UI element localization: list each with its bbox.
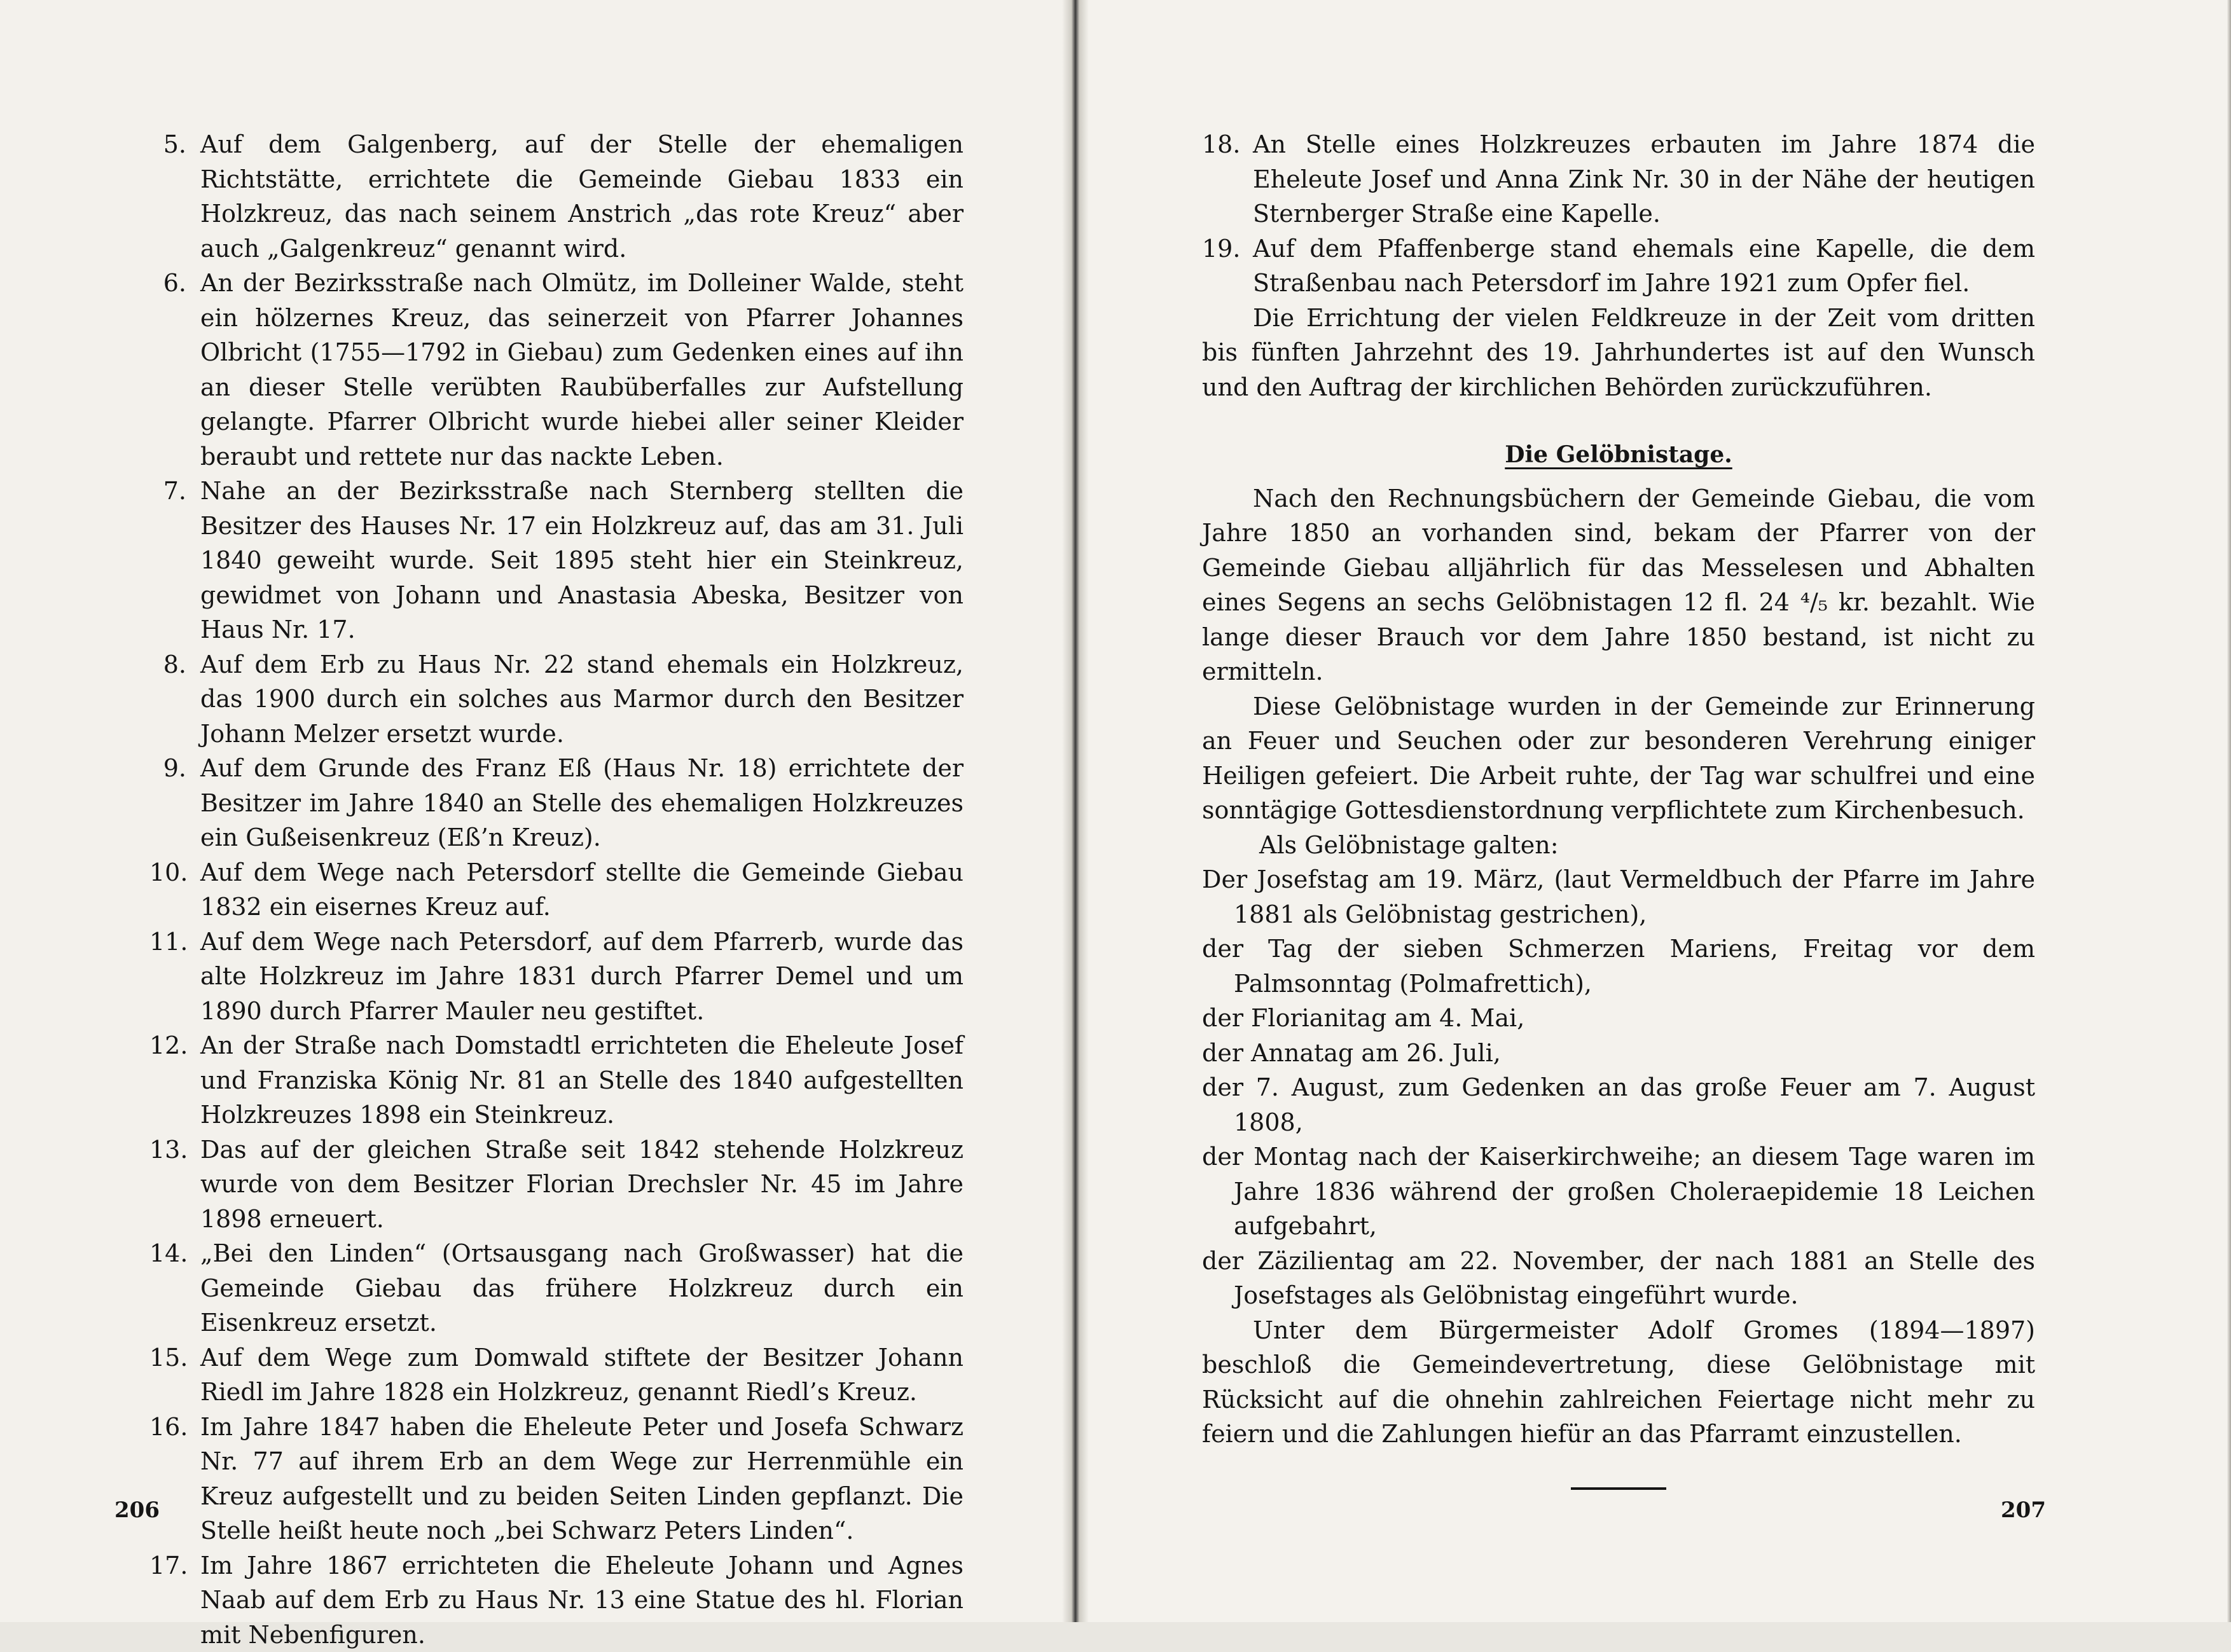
right-page-text	[1202, 127, 2035, 1490]
item-number: 7.	[149, 474, 200, 647]
list-item	[149, 474, 964, 647]
list-item	[1202, 231, 2035, 301]
day-entry: der Tag der sieben Schmerzen Mariens, Freitag vor dem Palmsonntag (Polmafrettich),	[1202, 932, 2035, 1001]
item-text: Nahe an der Bezirksstraße nach Sternberg stellten die Besitzer des Hauses Nr. 17 ein Holzkreuz auf, das am 31. Juli 1840 geweiht wurde. Seit 1895 steht hier ein Steinkreuz, gewidmet von Johann und Anastasia Abeska, Besitzer von Haus Nr. 17.	[200, 474, 964, 647]
day-entry: Der Josefstag am 19. März, (laut Vermeldbuch der Pfarre im Jahre 1881 als Gelöbnistag gestrichen),	[1202, 862, 2035, 932]
right-page-edge	[2227, 0, 2231, 1622]
item-text: Auf dem Wege nach Petersdorf stellte die Gemeinde Giebau 1832 ein eisernes Kreuz auf.	[200, 855, 964, 925]
end-rule	[1571, 1487, 1666, 1490]
day-entry: der Zäzilientag am 22. November, der nach 1881 an Stelle des Josefstages als Gelöbnistag eingeführt wurde.	[1202, 1244, 2035, 1313]
item-number: 6.	[149, 266, 200, 474]
item-text: Das auf der gleichen Straße seit 1842 stehende Holzkreuz wurde von dem Besitzer Florian Drechsler Nr. 45 im Jahre 1898 erneuert.	[200, 1132, 964, 1237]
closing-paragraph: Die Errichtung der vielen Feldkreuze in der Zeit vom dritten bis fünften Jahrzehnt des 19. Jahrhundertes ist auf den Wunsch und den Auftrag der kirchlichen Behörden zurückzuführen.	[1202, 301, 2035, 405]
list-item	[149, 855, 964, 925]
day-entry: der 7. August, zum Gedenken an das große Feuer am 7. August 1808,	[1202, 1070, 2035, 1139]
item-number: 9.	[149, 751, 200, 855]
item-number: 16.	[149, 1410, 200, 1548]
item-number: 11.	[149, 925, 200, 1029]
day-entry: der Montag nach der Kaiserkirchweihe; an diesem Tage waren im Jahre 1836 während der großen Choleraepidemie 18 Leichen aufgebahrt,	[1202, 1139, 2035, 1244]
item-number: 15.	[149, 1340, 200, 1410]
page-number: 206	[114, 1497, 160, 1523]
book-gutter	[1062, 0, 1089, 1622]
item-text: Auf dem Grunde des Franz Eß (Haus Nr. 18) errichtete der Besitzer im Jahre 1840 an Stelle des ehemaligen Holzkreuzes ein Gußeisenkreuz (Eß’n Kreuz).	[200, 751, 964, 855]
item-number: 17.	[149, 1548, 200, 1652]
item-text: Im Jahre 1847 haben die Eheleute Peter und Josefa Schwarz Nr. 77 auf ihrem Erb an dem Wege zur Herrenmühle ein Kreuz aufgestellt und zu beiden Seiten Linden gepflanzt. Die Stelle heißt heute noch „bei Schwarz Peters Linden“.	[200, 1410, 964, 1548]
paragraph: Nach den Rechnungsbüchern der Gemeinde Giebau, die vom Jahre 1850 an vorhanden sind, bekam der Pfarrer von der Gemeinde Giebau alljährlich für das Messelesen und Abhalten eines Segens an sechs Gelöbnistagen 12 fl. 24 ⁴/₅ kr. bezahlt. Wie lange dieser Brauch vor dem Jahre 1850 bestand, ist nicht zu ermitteln.	[1202, 481, 2035, 689]
page-number: 207	[2001, 1497, 2046, 1523]
item-text: Auf dem Wege nach Petersdorf, auf dem Pfarrerb, wurde das alte Holzkreuz im Jahre 1831 durch Pfarrer Demel und um 1890 durch Pfarrer Mauler neu gestiftet.	[200, 925, 964, 1029]
list-item	[149, 1410, 964, 1548]
item-text: An der Straße nach Domstadtl errichteten die Eheleute Josef und Franziska König Nr. 81 an Stelle des 1840 aufgestellten Holzkreuzes 1898 ein Steinkreuz.	[200, 1028, 964, 1132]
day-entry: der Florianitag am 4. Mai,	[1202, 1001, 2035, 1036]
list-item	[149, 266, 964, 474]
left-page-text	[149, 127, 964, 1652]
item-number: 14.	[149, 1236, 200, 1340]
item-number: 19.	[1202, 231, 1253, 301]
item-text: Auf dem Galgenberg, auf der Stelle der ehemaligen Richtstätte, errichtete die Gemeinde Giebau 1833 ein Holzkreuz, das nach seinem Anstrich „das rote Kreuz“ aber auch „Galgenkreuz“ genannt wird.	[200, 127, 964, 266]
item-number: 8.	[149, 647, 200, 752]
item-number: 18.	[1202, 127, 1253, 231]
item-number: 10.	[149, 855, 200, 925]
list-item	[149, 1132, 964, 1237]
list-item	[149, 647, 964, 752]
list-item	[149, 127, 964, 266]
days-intro: Als Gelöbnistage galten:	[1202, 828, 2035, 863]
item-text: An Stelle eines Holzkreuzes erbauten im Jahre 1874 die Eheleute Josef und Anna Zink Nr. 30 in der Nähe der heutigen Sternberger Straße eine Kapelle.	[1253, 127, 2035, 231]
list-item	[149, 1236, 964, 1340]
item-number: 5.	[149, 127, 200, 266]
day-entry: der Annatag am 26. Juli,	[1202, 1036, 2035, 1071]
list-item	[149, 1028, 964, 1132]
left-page	[0, 0, 1075, 1622]
list-item	[149, 1548, 964, 1652]
list-item	[149, 1340, 964, 1410]
paragraph: Unter dem Bürgermeister Adolf Gromes (1894—1897) beschloß die Gemeindevertretung, diese Gelöbnistage mit Rücksicht auf die ohnehin zahlreichen Feiertage nicht mehr zu feiern und die Zahlungen hiefür an das Pfarramt einzustellen.	[1202, 1313, 2035, 1452]
list-item	[149, 751, 964, 855]
section-heading: Die Gelöbnistage.	[1202, 437, 2035, 472]
item-text: Auf dem Pfaffenberge stand ehemals eine Kapelle, die dem Straßenbau nach Petersdorf im Jahre 1921 zum Opfer fiel.	[1253, 231, 2035, 301]
item-number: 12.	[149, 1028, 200, 1132]
paragraph: Diese Gelöbnistage wurden in der Gemeinde zur Erinnerung an Feuer und Seuchen oder zur besonderen Verehrung einiger Heiligen gefeiert. Die Arbeit ruhte, der Tag war schulfrei und eine sonntägige Gottesdienstordnung verpflichtete zum Kirchenbesuch.	[1202, 689, 2035, 828]
item-text: Auf dem Erb zu Haus Nr. 22 stand ehemals ein Holzkreuz, das 1900 durch ein solches aus Marmor durch den Besitzer Johann Melzer ersetzt wurde.	[200, 647, 964, 752]
item-number: 13.	[149, 1132, 200, 1237]
list-item	[1202, 127, 2035, 231]
item-text: Auf dem Wege zum Domwald stiftete der Besitzer Johann Riedl im Jahre 1828 ein Holzkreuz, genannt Riedl’s Kreuz.	[200, 1340, 964, 1410]
item-text: „Bei den Linden“ (Ortsausgang nach Großwasser) hat die Gemeinde Giebau das frühere Holzkreuz durch ein Eisenkreuz ersetzt.	[200, 1236, 964, 1340]
right-page	[1075, 0, 2231, 1622]
item-text: An der Bezirksstraße nach Olmütz, im Dolleiner Walde, steht ein hölzernes Kreuz, das seinerzeit von Pfarrer Johannes Olbricht (1755—1792 in Giebau) zum Gedenken eines auf ihn an dieser Stelle verübten Raubüberfalles zur Aufstellung gelangte. Pfarrer Olbricht wurde hiebei aller seiner Kleider beraubt und rettete nur das nackte Leben.	[200, 266, 964, 474]
item-text: Im Jahre 1867 errichteten die Eheleute Johann und Agnes Naab auf dem Erb zu Haus Nr. 13 eine Statue des hl. Florian mit Nebenfiguren.	[200, 1548, 964, 1652]
list-item	[149, 925, 964, 1029]
